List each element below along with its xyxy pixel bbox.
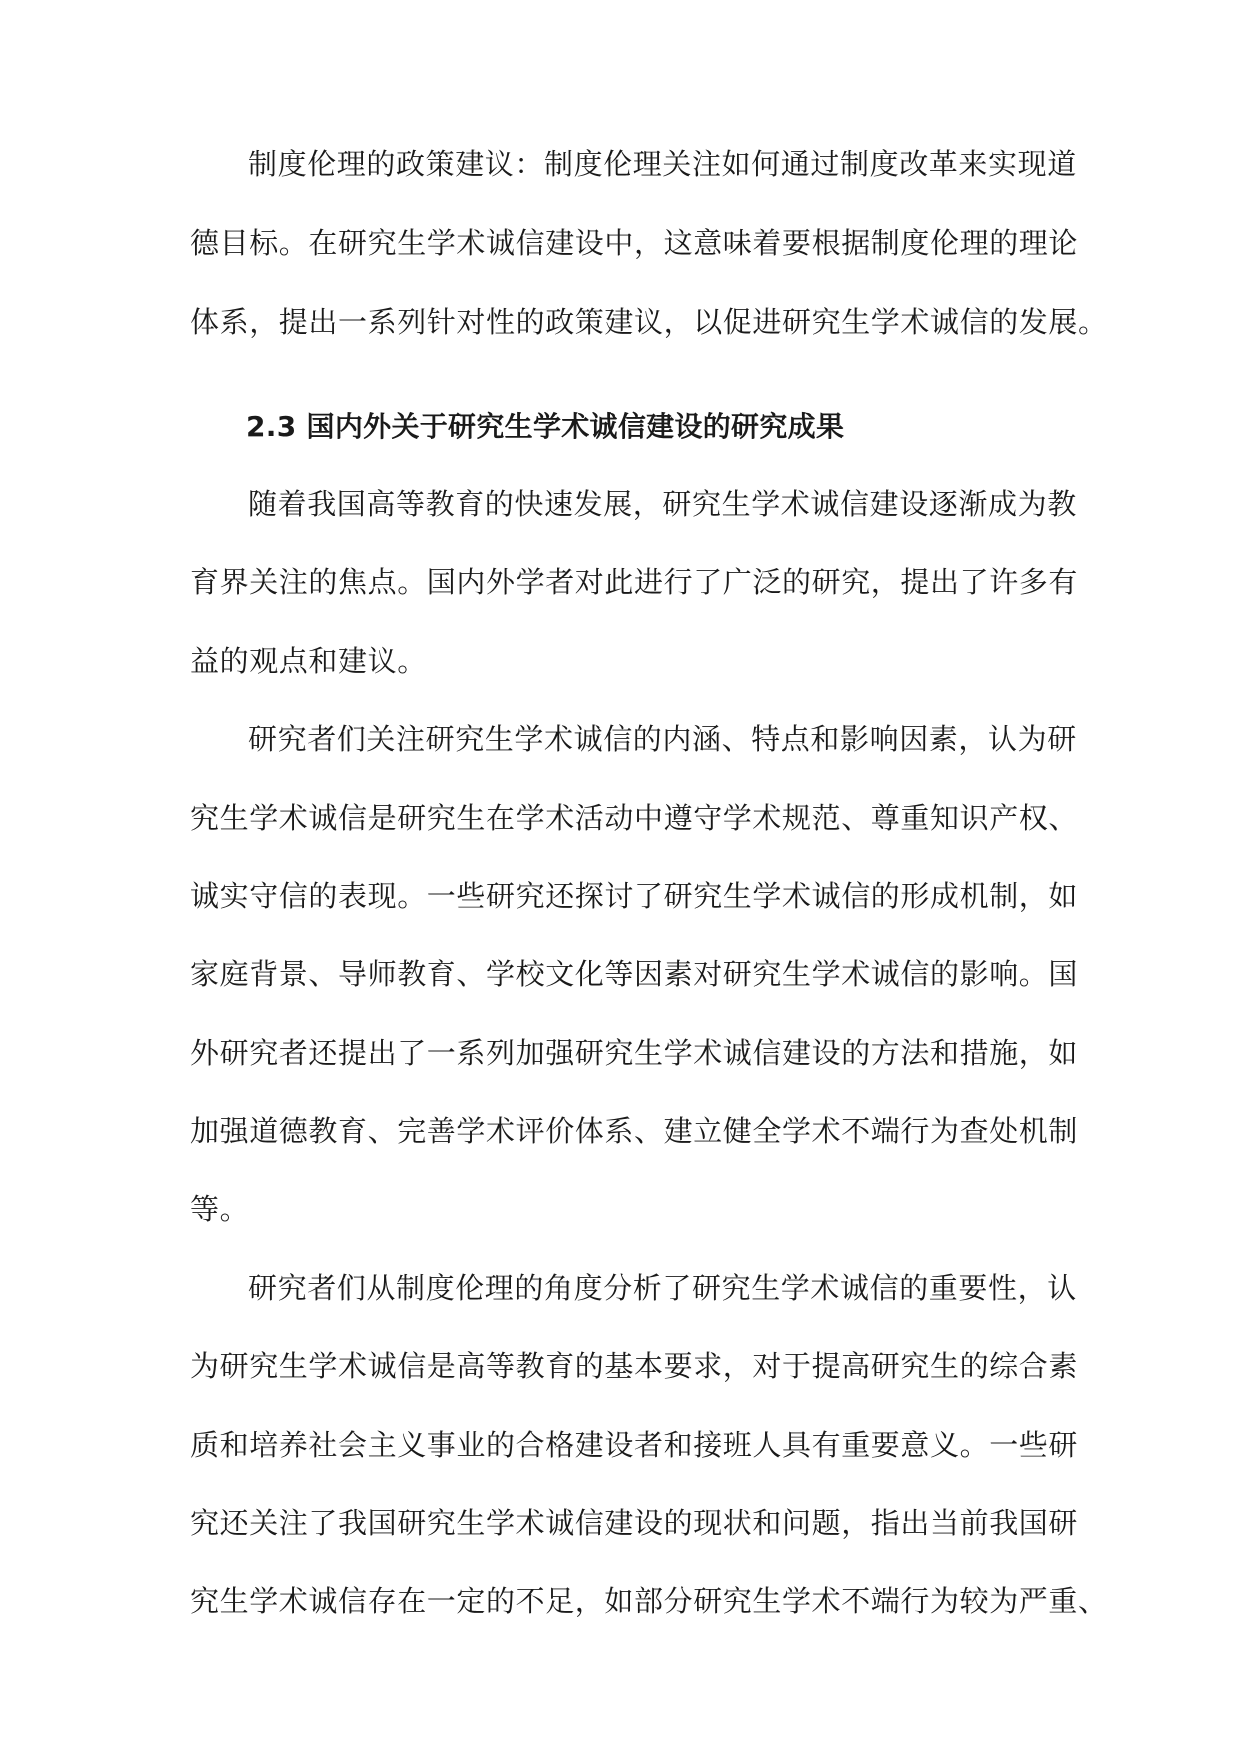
paragraph-3-line-6: 加强道德教育、完善学术评价体系、建立健全学术不端行为查处机制 [190,1114,1079,1148]
paragraph-4-line-5: 究生学术诚信存在一定的不足，如部分研究生学术不端行为较为严重、 [190,1584,1108,1618]
section-heading-2-3: 2.3 国内外关于研究生学术诚信建设的研究成果 [246,410,845,443]
paragraph-2-line-2: 育界关注的焦点。国内外学者对此进行了广泛的研究，提出了许多有 [190,565,1079,599]
paragraph-2-line-1: 随着我国高等教育的快速发展，研究生学术诚信建设逐渐成为教 [248,487,1077,521]
paragraph-1-line-1: 制度伦理的政策建议：制度伦理关注如何通过制度改革来实现道 [248,147,1077,181]
paragraph-4-line-3: 质和培养社会主义事业的合格建设者和接班人具有重要意义。一些研 [190,1428,1079,1462]
paragraph-3-line-4: 家庭背景、导师教育、学校文化等因素对研究生学术诚信的影响。国 [190,957,1079,991]
paragraph-3-line-1: 研究者们关注研究生学术诚信的内涵、特点和影响因素，认为研 [248,722,1077,756]
paragraph-3-line-3: 诚实守信的表现。一些研究还探讨了研究生学术诚信的形成机制，如 [190,879,1079,913]
paragraph-1-line-2: 德目标。在研究生学术诚信建设中，这意味着要根据制度伦理的理论 [190,226,1079,260]
paragraph-4-line-2: 为研究生学术诚信是高等教育的基本要求，对于提高研究生的综合素 [190,1349,1079,1383]
paragraph-3-line-2: 究生学术诚信是研究生在学术活动中遵守学术规范、尊重知识产权、 [190,801,1079,835]
paragraph-3-line-5: 外研究者还提出了一系列加强研究生学术诚信建设的方法和措施，如 [190,1036,1079,1070]
paragraph-3-line-7: 等。 [190,1192,250,1226]
paragraph-1-line-3: 体系，提出一系列针对性的政策建议，以促进研究生学术诚信的发展。 [190,305,1108,339]
paragraph-2-line-3: 益的观点和建议。 [190,644,427,678]
paragraph-4-line-1: 研究者们从制度伦理的角度分析了研究生学术诚信的重要性，认 [248,1271,1077,1305]
paragraph-4-line-4: 究还关注了我国研究生学术诚信建设的现状和问题，指出当前我国研 [190,1506,1079,1540]
